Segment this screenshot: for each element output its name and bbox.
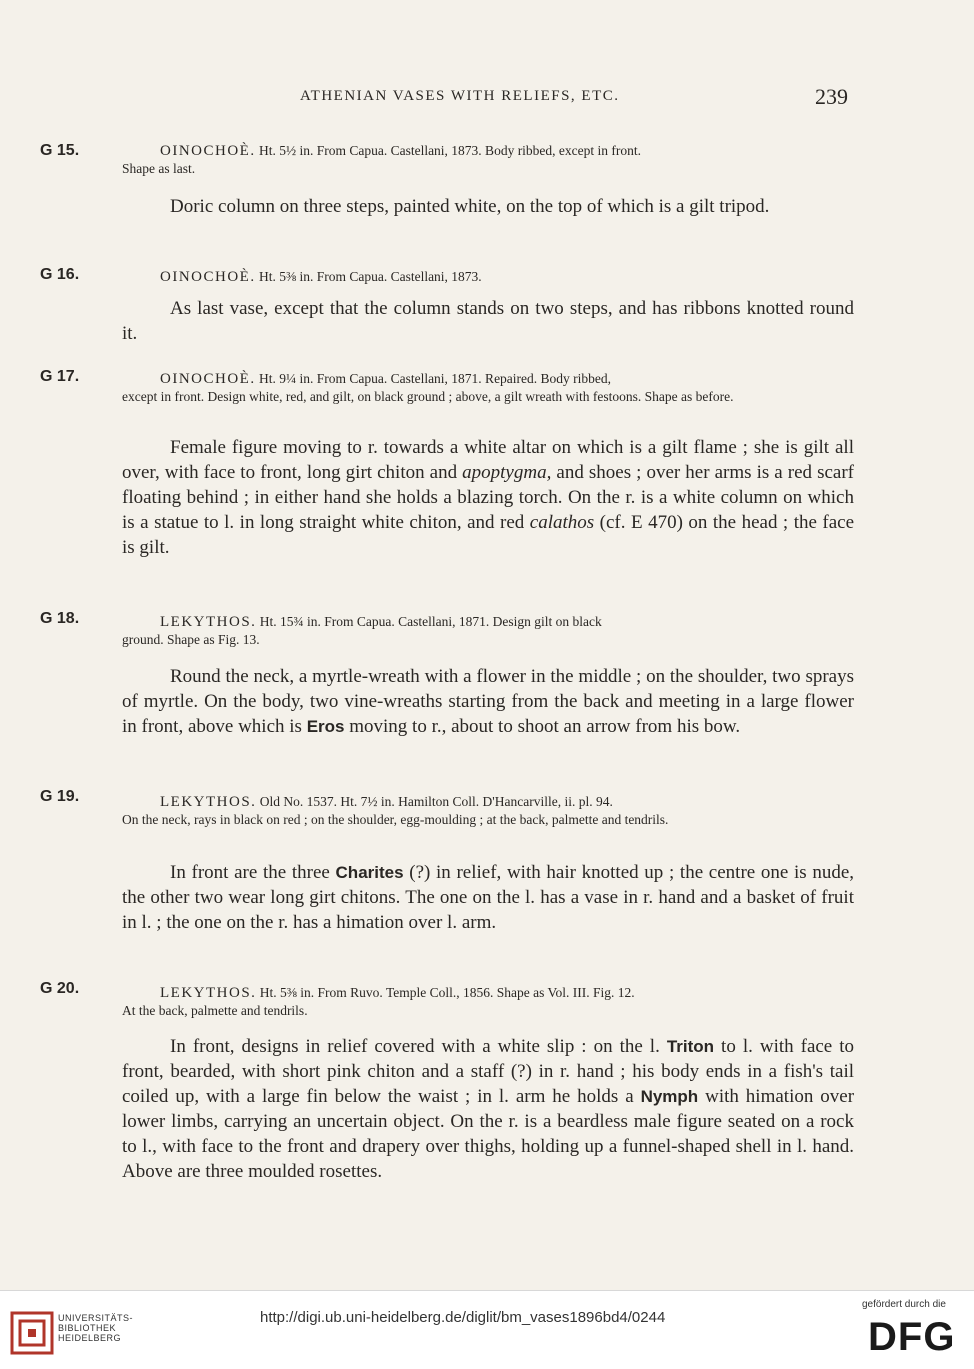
entry-title: OINOCHOÈ. xyxy=(160,143,256,159)
entry-description-g18 xyxy=(122,664,854,739)
entry-meta-2: Shape as last. xyxy=(122,161,196,176)
description-text: Doric column on three steps, painted white, on the top of which is a gilt tripod. xyxy=(170,196,770,217)
entry-heading-g20 xyxy=(122,984,854,1019)
entry-id-g17: G 17. xyxy=(40,368,80,385)
digital-copy-link[interactable]: http://digi.ub.uni-heidelberg.de/diglit/bm_vases1896bd4/0244 xyxy=(260,1309,666,1326)
entry-id-g16: G 16. xyxy=(40,266,80,283)
description-text: In front are the three xyxy=(170,862,330,883)
description-text: moving to r., about to shoot an arrow from his bow. xyxy=(349,716,741,737)
library-name-line: HEIDELBERG xyxy=(58,1333,122,1343)
entry-meta: Ht. 9¼ in. From Capua. Castellani, 1871. Repaired. Body ribbed, xyxy=(258,371,612,386)
entry-id-g15: G 15. xyxy=(40,142,80,159)
italic-term: calathos xyxy=(529,512,595,533)
funded-by-label: gefördert durch die xyxy=(862,1299,946,1310)
entry-meta-2: ground. Shape as Fig. 13. xyxy=(122,632,260,647)
dfg-logo: DFG xyxy=(868,1315,956,1359)
entry-description-g17 xyxy=(122,435,854,560)
description-text: with himation over lower limbs, carrying an uncertain object. On the r. is a beardless male figure seated on a rock to l., with face to the front and drapery over thighs, holding up a funnel-shaped shell in l. hand. Above are three moulded rosettes. xyxy=(122,1086,855,1182)
entry-meta: Ht. 5⅜ in. From Capua. Castellani, 1873. xyxy=(258,269,482,284)
entry-meta: Ht. 5⅜ in. From Ruvo. Temple Coll., 1856. Shape as Vol. III. Fig. 12. xyxy=(259,985,635,1000)
footer-bar xyxy=(0,1290,974,1369)
description-text: and shoes ; over her arms is a red scarf floating behind ; in either hand she holds a blazing torch. On the r. is a white column on which is a statue to l. in long straight white chiton, and red xyxy=(122,462,855,533)
entry-meta: Old No. 1537. Ht. 7½ in. Hamilton Coll. D'Hancarville, ii. pl. 94. xyxy=(259,794,613,809)
entry-title: OINOCHOÈ. xyxy=(160,269,256,285)
entry-meta-2: On the neck, rays in black on red ; on the shoulder, egg-moulding ; at the back, palmette and tendrils. xyxy=(122,812,669,827)
description-text: (cf. E 470) on the head ; the face is gilt. xyxy=(122,512,855,558)
entry-heading-g17 xyxy=(122,370,854,405)
entry-title: OINOCHOÈ. xyxy=(160,371,256,387)
entry-description-g20 xyxy=(122,1034,854,1184)
entry-id-g19: G 19. xyxy=(40,788,80,805)
bold-name: Charites xyxy=(335,863,404,882)
entry-heading-g19 xyxy=(122,793,854,828)
entry-title: LEKYTHOS. xyxy=(160,985,257,1001)
entry-meta-2: except in front. Design white, red, and gilt, on black ground ; above, a gilt wreath with festoons. Shape as before. xyxy=(122,389,734,404)
library-name-line: BIBLIOTHEK xyxy=(58,1323,117,1333)
bold-name: Nymph xyxy=(640,1087,699,1106)
library-name-line: UNIVERSITÄTS- xyxy=(58,1313,134,1323)
running-title: ATHENIAN VASES WITH RELIEFS, ETC. xyxy=(300,88,620,104)
entry-meta: Ht. 15¾ in. From Capua. Castellani, 1871. Design gilt on black xyxy=(259,614,602,629)
entry-title: LEKYTHOS. xyxy=(160,794,257,810)
description-text: to l. with face to front, bearded, with short pink chiton and a staff (?) in r. hand ; his body ends in a fish's tail coiled up, with a large fin below the waist ; in l. arm he holds a xyxy=(122,1036,855,1107)
italic-term: apoptygma, xyxy=(462,462,552,483)
entry-description-g15 xyxy=(122,194,854,219)
description-text: In front, designs in relief covered with a white slip : on the l. xyxy=(170,1036,660,1057)
description-text: Female figure moving to r. towards a white altar on which is a gilt flame ; she is gilt all over, with face to front, long girt chiton and xyxy=(122,437,854,483)
library-name xyxy=(58,1313,133,1343)
bold-name: Triton xyxy=(666,1037,715,1056)
entry-heading-g18 xyxy=(122,613,854,648)
entry-id-g18: G 18. xyxy=(40,610,80,627)
description-text: Round the neck, a myrtle-wreath with a flower in the middle ; on the shoulder, two sprays of myrtle. On the body, two vine-wreaths starting from the back and meeting in a large flower in front, above which is xyxy=(122,666,854,737)
entry-id-g20: G 20. xyxy=(40,980,80,997)
description-text: (?) in relief, with hair knotted up ; the centre one is nude, the other two wear long girt chitons. The one on the l. has a vase in r. hand and a basket of fruit in l. ; the one on the r. has a himation over l. arm. xyxy=(122,862,855,933)
university-library-logo-icon xyxy=(8,1309,56,1357)
bold-name: Eros xyxy=(306,717,345,736)
entry-title: LEKYTHOS. xyxy=(160,614,257,630)
description-text: As last vase, except that the column stands on two steps, and has ribbons knotted round it. xyxy=(122,298,854,344)
entry-description-g19 xyxy=(122,860,854,935)
entry-meta-2: At the back, palmette and tendrils. xyxy=(122,1003,308,1018)
entry-description-g16 xyxy=(122,296,854,346)
entry-heading-g16 xyxy=(122,268,854,286)
page-number: 239 xyxy=(815,84,848,109)
entry-heading-g15 xyxy=(122,142,854,177)
entry-meta: Ht. 5½ in. From Capua. Castellani, 1873. Body ribbed, except in front. xyxy=(258,143,642,158)
